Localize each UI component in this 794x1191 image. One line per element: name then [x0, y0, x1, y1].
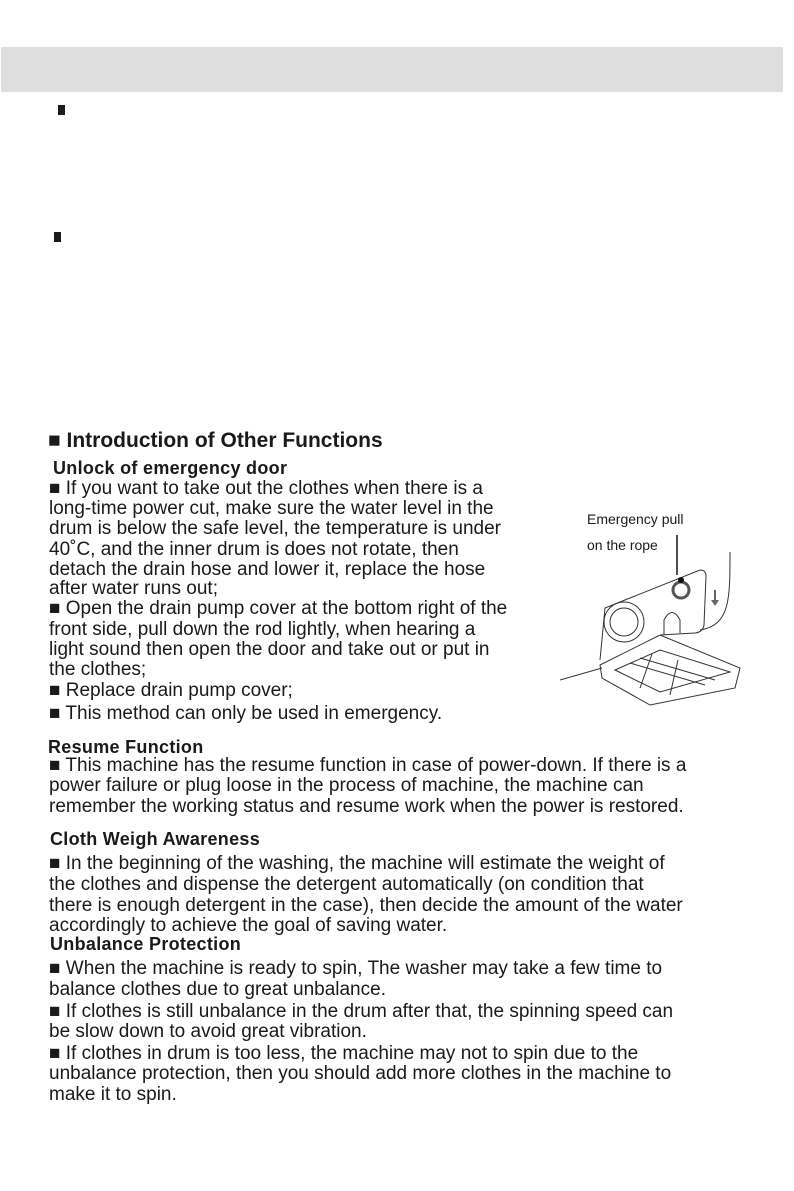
- text-line: ■ This machine has the resume function in case of power-down. If there is a: [49, 755, 687, 776]
- bullet-square: [54, 232, 61, 242]
- text-line: front side, pull down the rod lightly, when hearing a: [49, 619, 476, 640]
- text-line: light sound then open the door and take out or put in: [49, 639, 490, 660]
- text-line: ■ If clothes in drum is too less, the machine may not to spin due to the: [49, 1043, 639, 1064]
- text-line: drum is below the safe level, the temperature is under: [49, 518, 502, 539]
- unbalance-title: Unbalance Protection: [50, 934, 242, 954]
- figure-caption: on the rope: [587, 537, 658, 553]
- header-band: [1, 47, 783, 92]
- section-heading: ■ Introduction of Other Functions: [48, 429, 383, 452]
- text-line: detach the drain hose and lower it, replace the hose: [49, 559, 486, 580]
- text-line: accordingly to achieve the goal of saving water.: [49, 915, 448, 936]
- emergency-door-illustration: [560, 500, 794, 730]
- text-line: after water runs out;: [49, 578, 218, 599]
- text-line: balance clothes due to great unbalance.: [49, 979, 386, 1000]
- text-line: ■ This method can only be used in emergency.: [49, 703, 443, 724]
- resume-title: Resume Function: [48, 737, 204, 757]
- text-line: ■ When the machine is ready to spin, The washer may take a few time to: [49, 958, 663, 979]
- figure-caption: Emergency pull: [587, 511, 684, 527]
- text-line: ■ If you want to take out the clothes when there is a: [49, 478, 483, 499]
- text-line: ■ Replace drain pump cover;: [49, 680, 293, 701]
- text-line: the clothes and dispense the detergent automatically (on condition that: [49, 874, 644, 895]
- text-line: be slow down to avoid great vibration.: [49, 1021, 367, 1042]
- text-line: unbalance protection, then you should add more clothes in the machine to: [49, 1063, 672, 1084]
- unlock-title: Unlock of emergency door: [53, 458, 288, 478]
- text-line: ■ In the beginning of the washing, the machine will estimate the weight of: [49, 853, 665, 874]
- text-line: long-time power cut, make sure the water level in the: [49, 498, 494, 519]
- text-line: power failure or plug loose in the process of machine, the machine can: [49, 775, 644, 796]
- text-line: ■ Open the drain pump cover at the bottom right of the: [49, 598, 508, 619]
- text-line: 40˚C, and the inner drum is does not rotate, then: [49, 539, 459, 560]
- bullet-square: [58, 105, 65, 115]
- text-line: the clothes;: [49, 659, 147, 680]
- text-line: ■ If clothes is still unbalance in the drum after that, the spinning speed can: [49, 1001, 674, 1022]
- weigh-title: Cloth Weigh Awareness: [50, 829, 261, 849]
- drain-pump-drawing: [560, 500, 794, 730]
- text-line: there is enough detergent in the case), then decide the amount of the water: [49, 895, 683, 916]
- text-line: make it to spin.: [49, 1084, 177, 1105]
- text-line: remember the working status and resume work when the power is restored.: [49, 796, 684, 817]
